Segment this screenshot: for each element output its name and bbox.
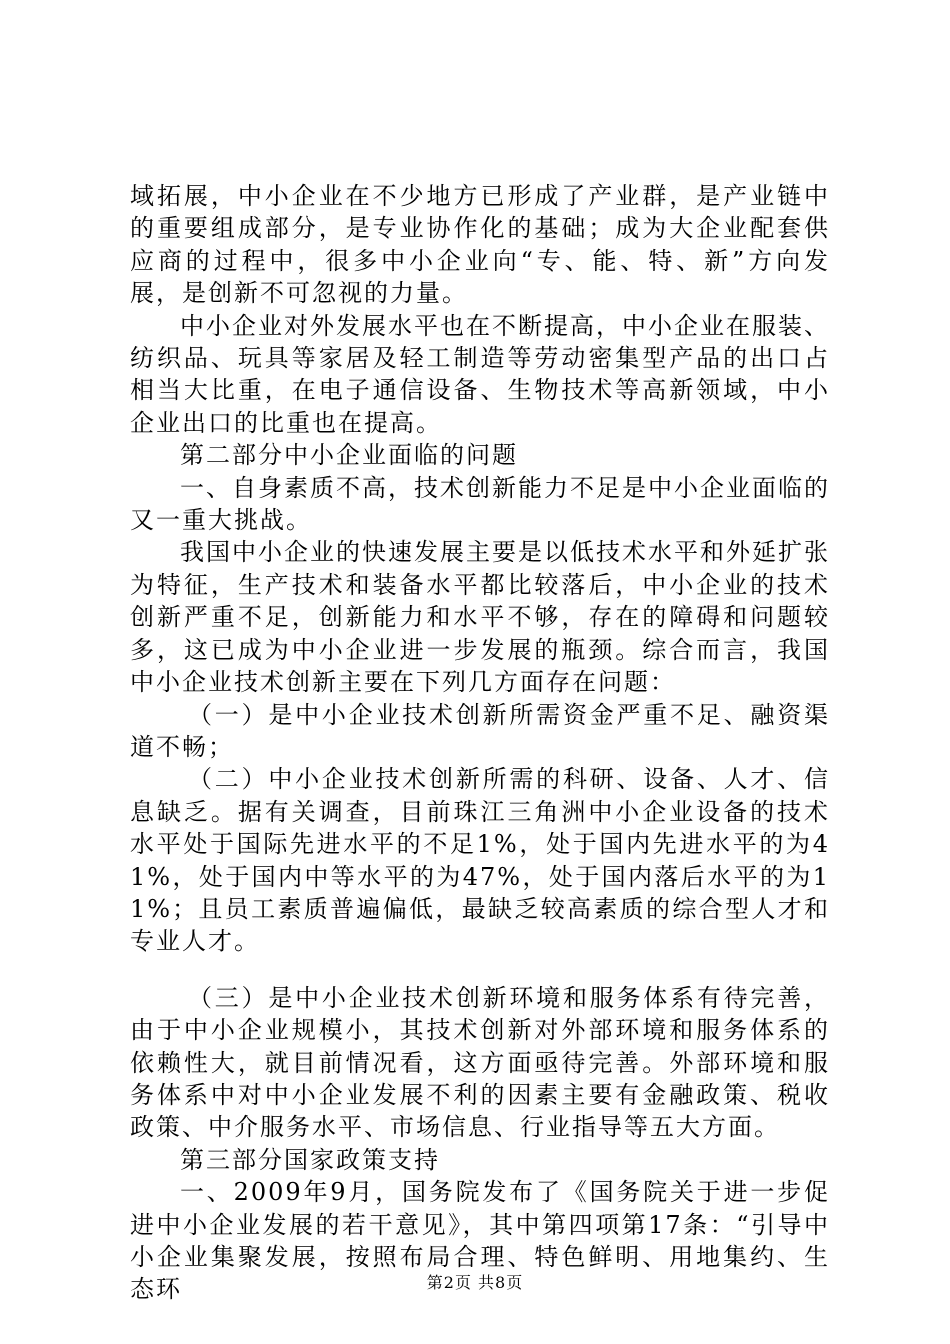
section-heading-part-three: 第三部分国家政策支持 (180, 1145, 440, 1174)
paragraph-spacer (130, 958, 830, 982)
document-body (130, 180, 830, 1306)
paragraph-issue-one: 一、自身素质不高，技术创新能力不足是中小企业面临的又一重大挑战。 (130, 473, 830, 535)
section-heading-part-two: 第二部分中小企业面临的问题 (180, 441, 518, 470)
paragraph-export-development: 中小企业对外发展水平也在不断提高，中小企业在服装、纺织品、玩具等家居及轻工制造等劳动密集型产品的出口占相当大比重，在电子通信设备、生物技术等高新领域，中小企业出口的比重也在提高。 (130, 311, 830, 437)
paragraph-innovation-status: 我国中小企业的快速发展主要是以低技术水平和外延扩张为特征，生产技术和装备水平都比较落后，中小企业的技术创新严重不足，创新能力和水平不够，存在的障碍和问题较多，这已成为中小企业进一步发展的瓶颈。综合而言，我国中小企业技术创新主要在下列几方面存在问题： (130, 538, 830, 697)
page-number-footer: 第2页 共8页 (426, 1273, 524, 1292)
paragraph-item-three: （三）是中小企业技术创新环境和服务体系有待完善，由于中小企业规模小，其技术创新对外部环境和服务体系的依赖性大，就目前情况看，这方面亟待完善。外部环境和服务体系中对中小企业发展不利的因素主要有金融政策、税收政策、中介服务水平、市场信息、行业指导等五大方面。 (130, 983, 830, 1142)
paragraph-item-one: （一）是中小企业技术创新所需资金严重不足、融资渠道不畅； (130, 700, 830, 761)
paragraph-continuation: 域拓展，中小企业在不少地方已形成了产业群，是产业链中的重要组成部分，是专业协作化的基础；成为大企业配套供应商的过程中，很多中小企业向“专、能、特、新”方向发展，是创新不可忽视的力量。 (130, 182, 830, 308)
paragraph-item-two: （二）中小企业技术创新所需的科研、设备、人才、信息缺乏。据有关调查，目前珠江三角洲中小企业设备的技术水平处于国际先进水平的不足1%，处于国内先进水平的为41%，处于国内中等水平的为47%，处于国内落后水平的为11%；且员工素质普遍偏低，最缺乏较高素质的综合型人才和专业人才。 (130, 765, 830, 956)
paragraph-policy-one: 一、2009年9月，国务院发布了《国务院关于进一步促进中小企业发展的若干意见》，其中第四项第17条：“引导中小企业集聚发展，按照布局合理、特色鲜明、用地集约、生态环 (130, 1178, 830, 1304)
